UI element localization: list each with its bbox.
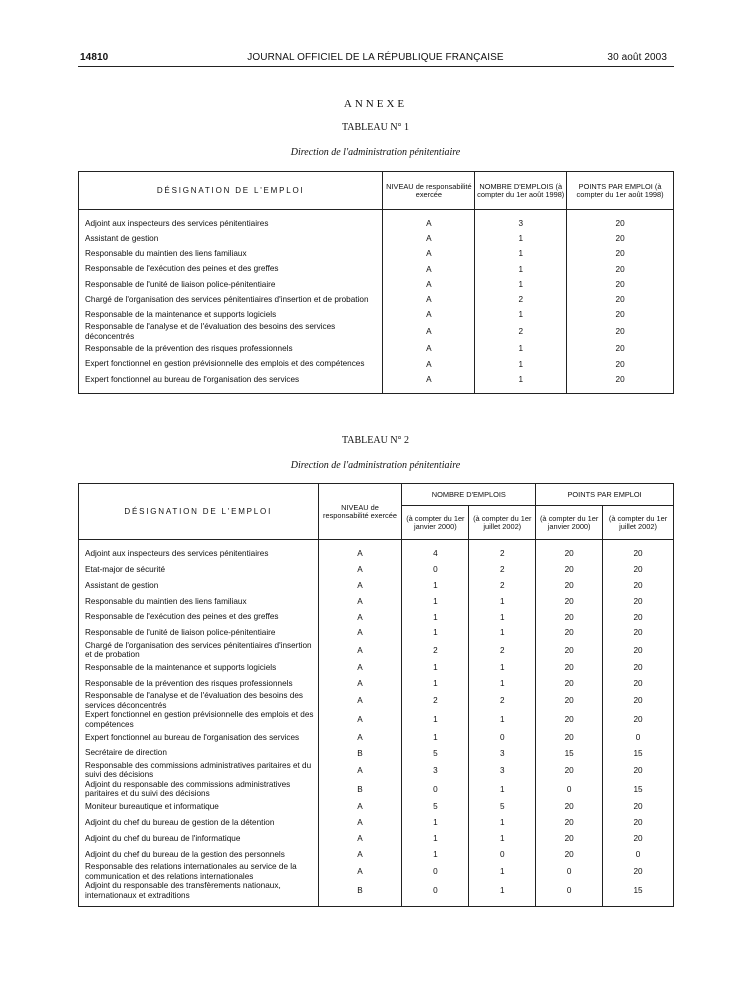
row-niveau: A xyxy=(318,676,402,692)
row-niveau: A xyxy=(318,846,402,862)
table-row xyxy=(79,562,674,578)
row-points-2002: 20 xyxy=(603,593,674,609)
row-nombre: 1 xyxy=(475,231,567,246)
row-niveau: A xyxy=(383,246,475,261)
row-niveau: A xyxy=(383,292,475,307)
row-points-2000: 20 xyxy=(536,761,603,780)
row-designation: Adjoint du responsable des transfèrements nationaux, internationaux et extraditions xyxy=(85,881,281,900)
row-nombre-2002: 5 xyxy=(469,799,536,815)
row-points: 20 xyxy=(567,246,674,261)
row-nombre: 3 xyxy=(475,216,567,231)
row-points-2002: 20 xyxy=(603,799,674,815)
table2 xyxy=(78,483,674,907)
row-nombre-2000: 1 xyxy=(402,578,469,594)
row-points-2000: 20 xyxy=(536,710,603,729)
row-designation: Chargé de l'organisation des services pénitentiaires d'insertion et de probation xyxy=(85,640,312,660)
row-nombre-2000: 1 xyxy=(402,831,469,847)
row-niveau: A xyxy=(383,357,475,372)
row-points-2000: 20 xyxy=(536,593,603,609)
row-niveau: A xyxy=(383,216,475,231)
table2-title: TABLEAU N° 2 xyxy=(341,435,410,446)
row-nombre: 1 xyxy=(475,262,567,277)
row-nombre-2002: 1 xyxy=(469,660,536,676)
row-designation: Responsable de l'analyse et de l'évaluation des besoins des services déconcentrés xyxy=(85,691,303,710)
row-nombre: 2 xyxy=(475,322,567,341)
row-points-2000: 0 xyxy=(536,780,603,799)
row-designation: Responsable du maintien des liens familiaux xyxy=(85,249,247,259)
row-nombre-2000: 1 xyxy=(402,676,469,692)
table-row xyxy=(79,246,674,261)
table-row xyxy=(79,341,674,356)
row-points: 20 xyxy=(567,322,674,341)
row-niveau: A xyxy=(318,729,402,745)
row-nombre-2002: 1 xyxy=(469,815,536,831)
row-points-2000: 20 xyxy=(536,729,603,745)
row-nombre: 1 xyxy=(475,246,567,261)
row-niveau: A xyxy=(383,372,475,387)
row-nombre: 1 xyxy=(475,372,567,387)
table-row xyxy=(79,231,674,246)
row-designation: Adjoint aux inspecteurs des services pénitentiaires xyxy=(85,218,269,228)
table-row xyxy=(79,780,674,799)
table-row xyxy=(79,761,674,780)
row-nombre-2002: 0 xyxy=(469,729,536,745)
t2-header-points-2000: (à compter du 1er janvier 2000) xyxy=(536,506,603,540)
row-niveau: A xyxy=(318,831,402,847)
table2-subtitle: Direction de l'administration pénitentiaire xyxy=(290,460,461,471)
row-nombre-2002: 1 xyxy=(469,862,536,881)
row-nombre-2000: 1 xyxy=(402,625,469,641)
row-nombre-2002: 1 xyxy=(469,881,536,900)
table-row xyxy=(79,710,674,729)
row-points-2002: 20 xyxy=(603,676,674,692)
row-niveau: A xyxy=(383,231,475,246)
row-points-2002: 20 xyxy=(603,691,674,710)
row-points-2000: 20 xyxy=(536,831,603,847)
row-points-2000: 20 xyxy=(536,799,603,815)
row-points-2002: 20 xyxy=(603,546,674,562)
t2-header-points: POINTS PAR EMPLOI xyxy=(536,484,674,506)
row-designation: Responsable de l'exécution des peines et des greffes xyxy=(85,264,279,274)
row-nombre: 1 xyxy=(475,341,567,356)
row-nombre-2000: 0 xyxy=(402,862,469,881)
row-points: 20 xyxy=(567,341,674,356)
row-nombre-2000: 1 xyxy=(402,846,469,862)
row-points: 20 xyxy=(567,231,674,246)
row-nombre-2000: 3 xyxy=(402,761,469,780)
row-designation: Adjoint du chef du bureau de l'informatique xyxy=(85,833,241,843)
row-designation: Adjoint aux inspecteurs des services pénitentiaires xyxy=(85,549,269,559)
table-row xyxy=(79,815,674,831)
row-nombre-2002: 3 xyxy=(469,745,536,761)
row-points: 20 xyxy=(567,277,674,292)
row-points-2002: 15 xyxy=(603,780,674,799)
table-row xyxy=(79,578,674,594)
t2-header-nombre-2002: (à compter du 1er juillet 2002) xyxy=(469,506,536,540)
row-designation: Responsable de l'unité de liaison police-pénitentiaire xyxy=(85,279,276,289)
row-designation: Responsable de la maintenance et supports logiciels xyxy=(85,662,277,672)
row-points-2002: 20 xyxy=(603,862,674,881)
row-nombre-2002: 1 xyxy=(469,676,536,692)
row-points-2000: 20 xyxy=(536,641,603,660)
row-niveau: A xyxy=(318,578,402,594)
row-points-2000: 20 xyxy=(536,691,603,710)
row-nombre-2002: 3 xyxy=(469,761,536,780)
journal-title: JOURNAL OFFICIEL DE LA RÉPUBLIQUE FRANÇAISE xyxy=(247,52,504,63)
row-niveau: A xyxy=(318,710,402,729)
row-niveau: A xyxy=(318,799,402,815)
row-designation: Secrétaire de direction xyxy=(85,748,167,758)
row-designation: Responsable des commissions administratives paritaires et du suivi des décisions xyxy=(85,760,312,780)
row-nombre-2002: 1 xyxy=(469,710,536,729)
table-row xyxy=(79,641,674,660)
row-nombre-2000: 1 xyxy=(402,660,469,676)
row-points: 20 xyxy=(567,216,674,231)
row-nombre-2000: 1 xyxy=(402,815,469,831)
row-niveau: A xyxy=(318,609,402,625)
row-nombre: 1 xyxy=(475,307,567,322)
row-niveau: A xyxy=(383,341,475,356)
row-nombre-2000: 1 xyxy=(402,729,469,745)
t2-header-nombre-2000: (à compter du 1er janvier 2000) xyxy=(402,506,469,540)
header-rule xyxy=(78,66,674,67)
t2-header-points-2002: (à compter du 1er juillet 2002) xyxy=(603,506,674,540)
row-designation: Adjoint du chef du bureau de la gestion des personnels xyxy=(85,849,285,859)
row-points-2000: 15 xyxy=(536,745,603,761)
table-row xyxy=(79,745,674,761)
table-row xyxy=(79,799,674,815)
row-points: 20 xyxy=(567,292,674,307)
row-designation: Responsable de la prévention des risques professionnels xyxy=(85,344,293,354)
row-nombre-2002: 0 xyxy=(469,846,536,862)
row-points-2000: 20 xyxy=(536,578,603,594)
table-row xyxy=(79,322,674,341)
row-points-2002: 20 xyxy=(603,660,674,676)
row-points-2002: 20 xyxy=(603,761,674,780)
t2-header-nombre: NOMBRE D'EMPLOIS xyxy=(402,484,536,506)
row-points-2002: 0 xyxy=(603,729,674,745)
t2-header-designation: DÉSIGNATION DE L'EMPLOI xyxy=(79,484,319,540)
row-niveau: A xyxy=(383,262,475,277)
annexe-title: ANNEXE xyxy=(343,98,408,110)
row-nombre-2000: 1 xyxy=(402,609,469,625)
row-points-2002: 20 xyxy=(603,562,674,578)
row-niveau: A xyxy=(318,862,402,881)
table-row xyxy=(79,277,674,292)
row-designation: Expert fonctionnel au bureau de l'organisation des services xyxy=(85,732,300,742)
row-niveau: A xyxy=(318,625,402,641)
row-nombre-2002: 2 xyxy=(469,546,536,562)
table-row xyxy=(79,881,674,900)
row-niveau: B xyxy=(318,780,402,799)
table-row xyxy=(79,676,674,692)
table-row xyxy=(79,831,674,847)
table-row xyxy=(79,691,674,710)
row-nombre-2000: 0 xyxy=(402,780,469,799)
row-designation: Moniteur bureautique et informatique xyxy=(85,802,219,812)
row-points-2000: 20 xyxy=(536,562,603,578)
row-points-2000: 20 xyxy=(536,625,603,641)
row-points: 20 xyxy=(567,262,674,277)
row-designation: Responsable de l'exécution des peines et des greffes xyxy=(85,612,279,622)
row-nombre-2002: 1 xyxy=(469,831,536,847)
row-designation: Responsable de la prévention des risques professionnels xyxy=(85,678,293,688)
row-nombre-2000: 2 xyxy=(402,691,469,710)
table-row xyxy=(79,593,674,609)
row-points-2000: 20 xyxy=(536,546,603,562)
table-row xyxy=(79,609,674,625)
spacer-row xyxy=(79,387,674,394)
row-niveau: A xyxy=(318,546,402,562)
row-nombre-2000: 1 xyxy=(402,593,469,609)
row-designation: Assistant de gestion xyxy=(85,234,159,244)
row-niveau: B xyxy=(318,881,402,900)
row-points-2000: 20 xyxy=(536,846,603,862)
table-row xyxy=(79,357,674,372)
row-nombre-2000: 4 xyxy=(402,546,469,562)
row-nombre-2000: 1 xyxy=(402,710,469,729)
row-designation: Assistant de gestion xyxy=(85,580,159,590)
row-nombre-2000: 0 xyxy=(402,881,469,900)
table1-subtitle: Direction de l'administration pénitentiaire xyxy=(290,147,461,158)
row-designation: Adjoint du chef du bureau de gestion de la détention xyxy=(85,817,275,827)
row-points-2000: 20 xyxy=(536,609,603,625)
table-row xyxy=(79,546,674,562)
row-points-2002: 0 xyxy=(603,846,674,862)
table-row xyxy=(79,729,674,745)
publication-date: 30 août 2003 xyxy=(607,52,667,63)
row-points-2002: 20 xyxy=(603,815,674,831)
row-niveau: A xyxy=(318,562,402,578)
spacer-row xyxy=(79,900,674,907)
row-designation: Expert fonctionnel en gestion prévisionnelle des emplois et des compétences xyxy=(85,359,365,369)
t1-header-points: POINTS PAR EMPLOI (à compter du 1er août 1998) xyxy=(567,172,674,210)
table-row xyxy=(79,307,674,322)
row-points-2002: 20 xyxy=(603,710,674,729)
row-designation: Expert fonctionnel au bureau de l'organisation des services xyxy=(85,374,300,384)
row-designation: Responsable de l'analyse et de l'évaluation des besoins des services déconcentrés xyxy=(85,322,336,341)
row-nombre-2000: 2 xyxy=(402,641,469,660)
table1-title: TABLEAU N° 1 xyxy=(341,122,410,133)
row-points: 20 xyxy=(567,357,674,372)
row-points-2000: 20 xyxy=(536,660,603,676)
table-row xyxy=(79,660,674,676)
row-points-2000: 20 xyxy=(536,676,603,692)
row-designation: Expert fonctionnel en gestion prévisionnelle des emplois et des compétences xyxy=(85,710,314,729)
row-points: 20 xyxy=(567,372,674,387)
row-nombre-2002: 2 xyxy=(469,562,536,578)
row-nombre-2002: 2 xyxy=(469,641,536,660)
row-niveau: A xyxy=(318,815,402,831)
row-nombre: 1 xyxy=(475,277,567,292)
row-designation: Responsable des relations internationales au service de la communication et des relations internationales xyxy=(85,862,297,881)
row-points-2002: 15 xyxy=(603,745,674,761)
row-nombre-2002: 2 xyxy=(469,578,536,594)
t1-header-nombre: NOMBRE D'EMPLOIS (à compter du 1er août 1998) xyxy=(475,172,567,210)
row-points-2000: 0 xyxy=(536,862,603,881)
row-nombre-2002: 1 xyxy=(469,593,536,609)
table-row xyxy=(79,862,674,881)
row-nombre: 1 xyxy=(475,357,567,372)
row-niveau: A xyxy=(383,277,475,292)
table-row xyxy=(79,216,674,231)
row-designation: Chargé de l'organisation des services pénitentiaires d'insertion et de probation xyxy=(85,294,369,304)
row-niveau: A xyxy=(383,307,475,322)
row-points-2002: 20 xyxy=(603,625,674,641)
t2-header-niveau: NIVEAU de responsabilité exercée xyxy=(318,484,402,540)
row-nombre: 2 xyxy=(475,292,567,307)
row-designation: Adjoint du responsable des commissions administratives paritaires et du suivi des décisions xyxy=(85,779,291,799)
row-niveau: A xyxy=(318,761,402,780)
row-points-2002: 20 xyxy=(603,641,674,660)
row-designation: Responsable du maintien des liens familiaux xyxy=(85,596,247,606)
row-nombre-2000: 5 xyxy=(402,745,469,761)
row-nombre-2002: 1 xyxy=(469,609,536,625)
row-nombre-2002: 1 xyxy=(469,625,536,641)
t1-header-designation: DÉSIGNATION DE L'EMPLOI xyxy=(79,172,383,210)
row-niveau: A xyxy=(318,593,402,609)
row-nombre-2000: 0 xyxy=(402,562,469,578)
table-row xyxy=(79,846,674,862)
row-points-2000: 0 xyxy=(536,881,603,900)
table1 xyxy=(78,171,674,394)
row-points-2002: 15 xyxy=(603,881,674,900)
row-nombre-2002: 2 xyxy=(469,691,536,710)
row-designation: Responsable de l'unité de liaison police-pénitentiaire xyxy=(85,628,276,638)
row-niveau: A xyxy=(318,691,402,710)
row-nombre-2000: 5 xyxy=(402,799,469,815)
row-niveau: A xyxy=(318,641,402,660)
row-points-2002: 20 xyxy=(603,609,674,625)
table-row xyxy=(79,625,674,641)
row-points-2000: 20 xyxy=(536,815,603,831)
page-number: 14810 xyxy=(80,52,109,63)
row-niveau: A xyxy=(318,660,402,676)
row-designation: Responsable de la maintenance et supports logiciels xyxy=(85,309,277,319)
table-row xyxy=(79,262,674,277)
row-niveau: B xyxy=(318,745,402,761)
row-niveau: A xyxy=(383,322,475,341)
row-points-2002: 20 xyxy=(603,831,674,847)
row-points: 20 xyxy=(567,307,674,322)
t1-header-niveau: NIVEAU de responsabilité exercée xyxy=(383,172,475,210)
table-row xyxy=(79,292,674,307)
row-points-2002: 20 xyxy=(603,578,674,594)
row-nombre-2002: 1 xyxy=(469,780,536,799)
table-row xyxy=(79,372,674,387)
row-designation: Etat-major de sécurité xyxy=(85,564,166,574)
